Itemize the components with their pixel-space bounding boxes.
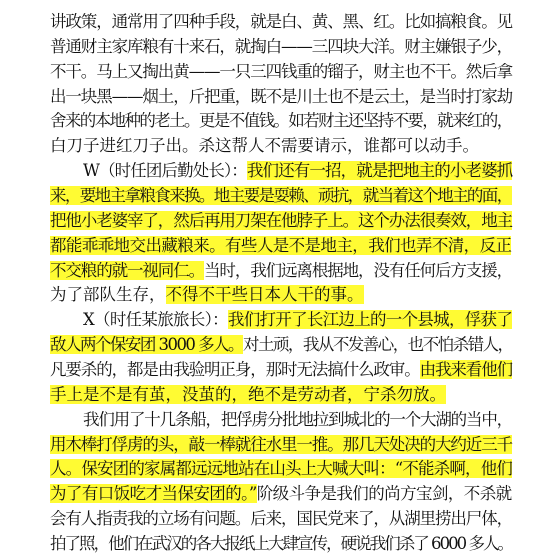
highlighted-text: 我们还有一招，就是把地主的小老婆抓 <box>246 161 513 181</box>
text-segment: 舍来的本地种的老土。更是不值钱。如若财主还坚持不要，就来红的， <box>50 111 512 131</box>
text-segment: 拍了照，他们在武汉的各大报纸上大肆宣传，硬说我们杀了 6000 多人。 <box>50 534 513 553</box>
highlighted-text: 我们打开了长江边上的一个县城，俘获了 <box>227 310 513 330</box>
text-segment: 阶级斗争是我们的尚方宝剑，不杀就 <box>256 484 512 504</box>
text-segment: 为了部队生存， <box>50 285 166 305</box>
text-line <box>50 132 479 160</box>
highlighted-text: 不得不干些日本人干的事。 <box>165 285 364 305</box>
text-line <box>83 306 512 334</box>
text-line <box>50 455 512 483</box>
text-line <box>50 530 512 558</box>
text-line <box>83 406 512 434</box>
text-segment: 会有人指责我的立场有问题。后来，国民党来了，从湖里捞出尸体， <box>50 509 513 529</box>
text-segment: 白刀子进红刀子出。杀这帮人不需要请示，谁都可以动手。 <box>50 136 479 156</box>
highlighted-text: 为了有口饭吃才当保安团的。” <box>50 484 257 504</box>
text-line <box>50 207 512 235</box>
text-line <box>50 8 512 36</box>
highlighted-text: 把他小老婆宰了，然后再用刀架在他脖子上。这个办法很奏效，地主 <box>50 210 513 230</box>
text-line <box>50 281 364 309</box>
text-line <box>50 480 512 508</box>
text-line <box>50 381 446 409</box>
text-segment: 不干。马上又掏出黄——一只三四钱重的镏子，财主也不干。然后拿 <box>50 61 513 81</box>
text-line <box>50 331 512 359</box>
text-segment: 我们用了十几条船，把俘虏分批地拉到城北的一个大湖的当中， <box>83 409 512 429</box>
highlighted-text: 来，要地主拿粮食来换。地主要是耍赖、顽抗，就当着这个地主的面， <box>50 186 512 205</box>
highlighted-text: 敌人两个保安团 3000 多人。 <box>50 335 244 355</box>
text-segment: 出一块黑——烟土，斤把重，既不是川土也不是云土，是当时打家劫 <box>50 86 513 106</box>
text-line <box>50 33 512 61</box>
highlighted-text: 都能乖乖地交出藏粮来。有些人是不是地主，我们也弄不清，反正 <box>50 235 512 255</box>
text-line <box>50 182 512 210</box>
highlighted-text: 手上是不是有茧，没茧的，绝不是劳动者，宁杀勿放。 <box>50 384 446 404</box>
text-segment: 普通财主家库粮有十来石，就掏白——三四块大洋。财主嫌银子少， <box>50 36 513 56</box>
text-segment: 对土顽，我从不发善心，也不怕杀错人， <box>243 335 513 355</box>
text-segment: X（时任某旅旅长）： <box>83 310 228 330</box>
text-segment: 讲政策，通常用了四种手段，就是白、黄、黑、红。比如搞粮食。见 <box>50 12 513 31</box>
text-line <box>50 257 512 285</box>
text-line <box>50 356 512 384</box>
text-line <box>83 157 512 185</box>
highlighted-text: 人。保安团的家属都远远地站在山头上大喊大叫：“不能杀啊，他们 <box>50 459 513 479</box>
text-line <box>50 58 512 86</box>
text-segment: W（时任团后勤处长）： <box>83 161 247 181</box>
text-line <box>50 431 512 459</box>
text-line <box>50 83 512 111</box>
text-line <box>50 505 512 533</box>
highlighted-text: 不交粮的就一视同仁。 <box>50 260 205 280</box>
text-segment: 当时，我们远离根据地，没有任何后方支援， <box>204 260 513 280</box>
highlighted-text: 用木棒打俘虏的头，敲一棒就往水里一推。那几天处决的大约近三千 <box>50 434 513 454</box>
text-line <box>50 232 511 260</box>
text-segment: 凡要杀的，都是由我验明正身，那时无法搞什么政审。 <box>50 360 420 379</box>
highlighted-text: 由我来看他们 <box>419 360 513 379</box>
text-line <box>50 107 512 135</box>
